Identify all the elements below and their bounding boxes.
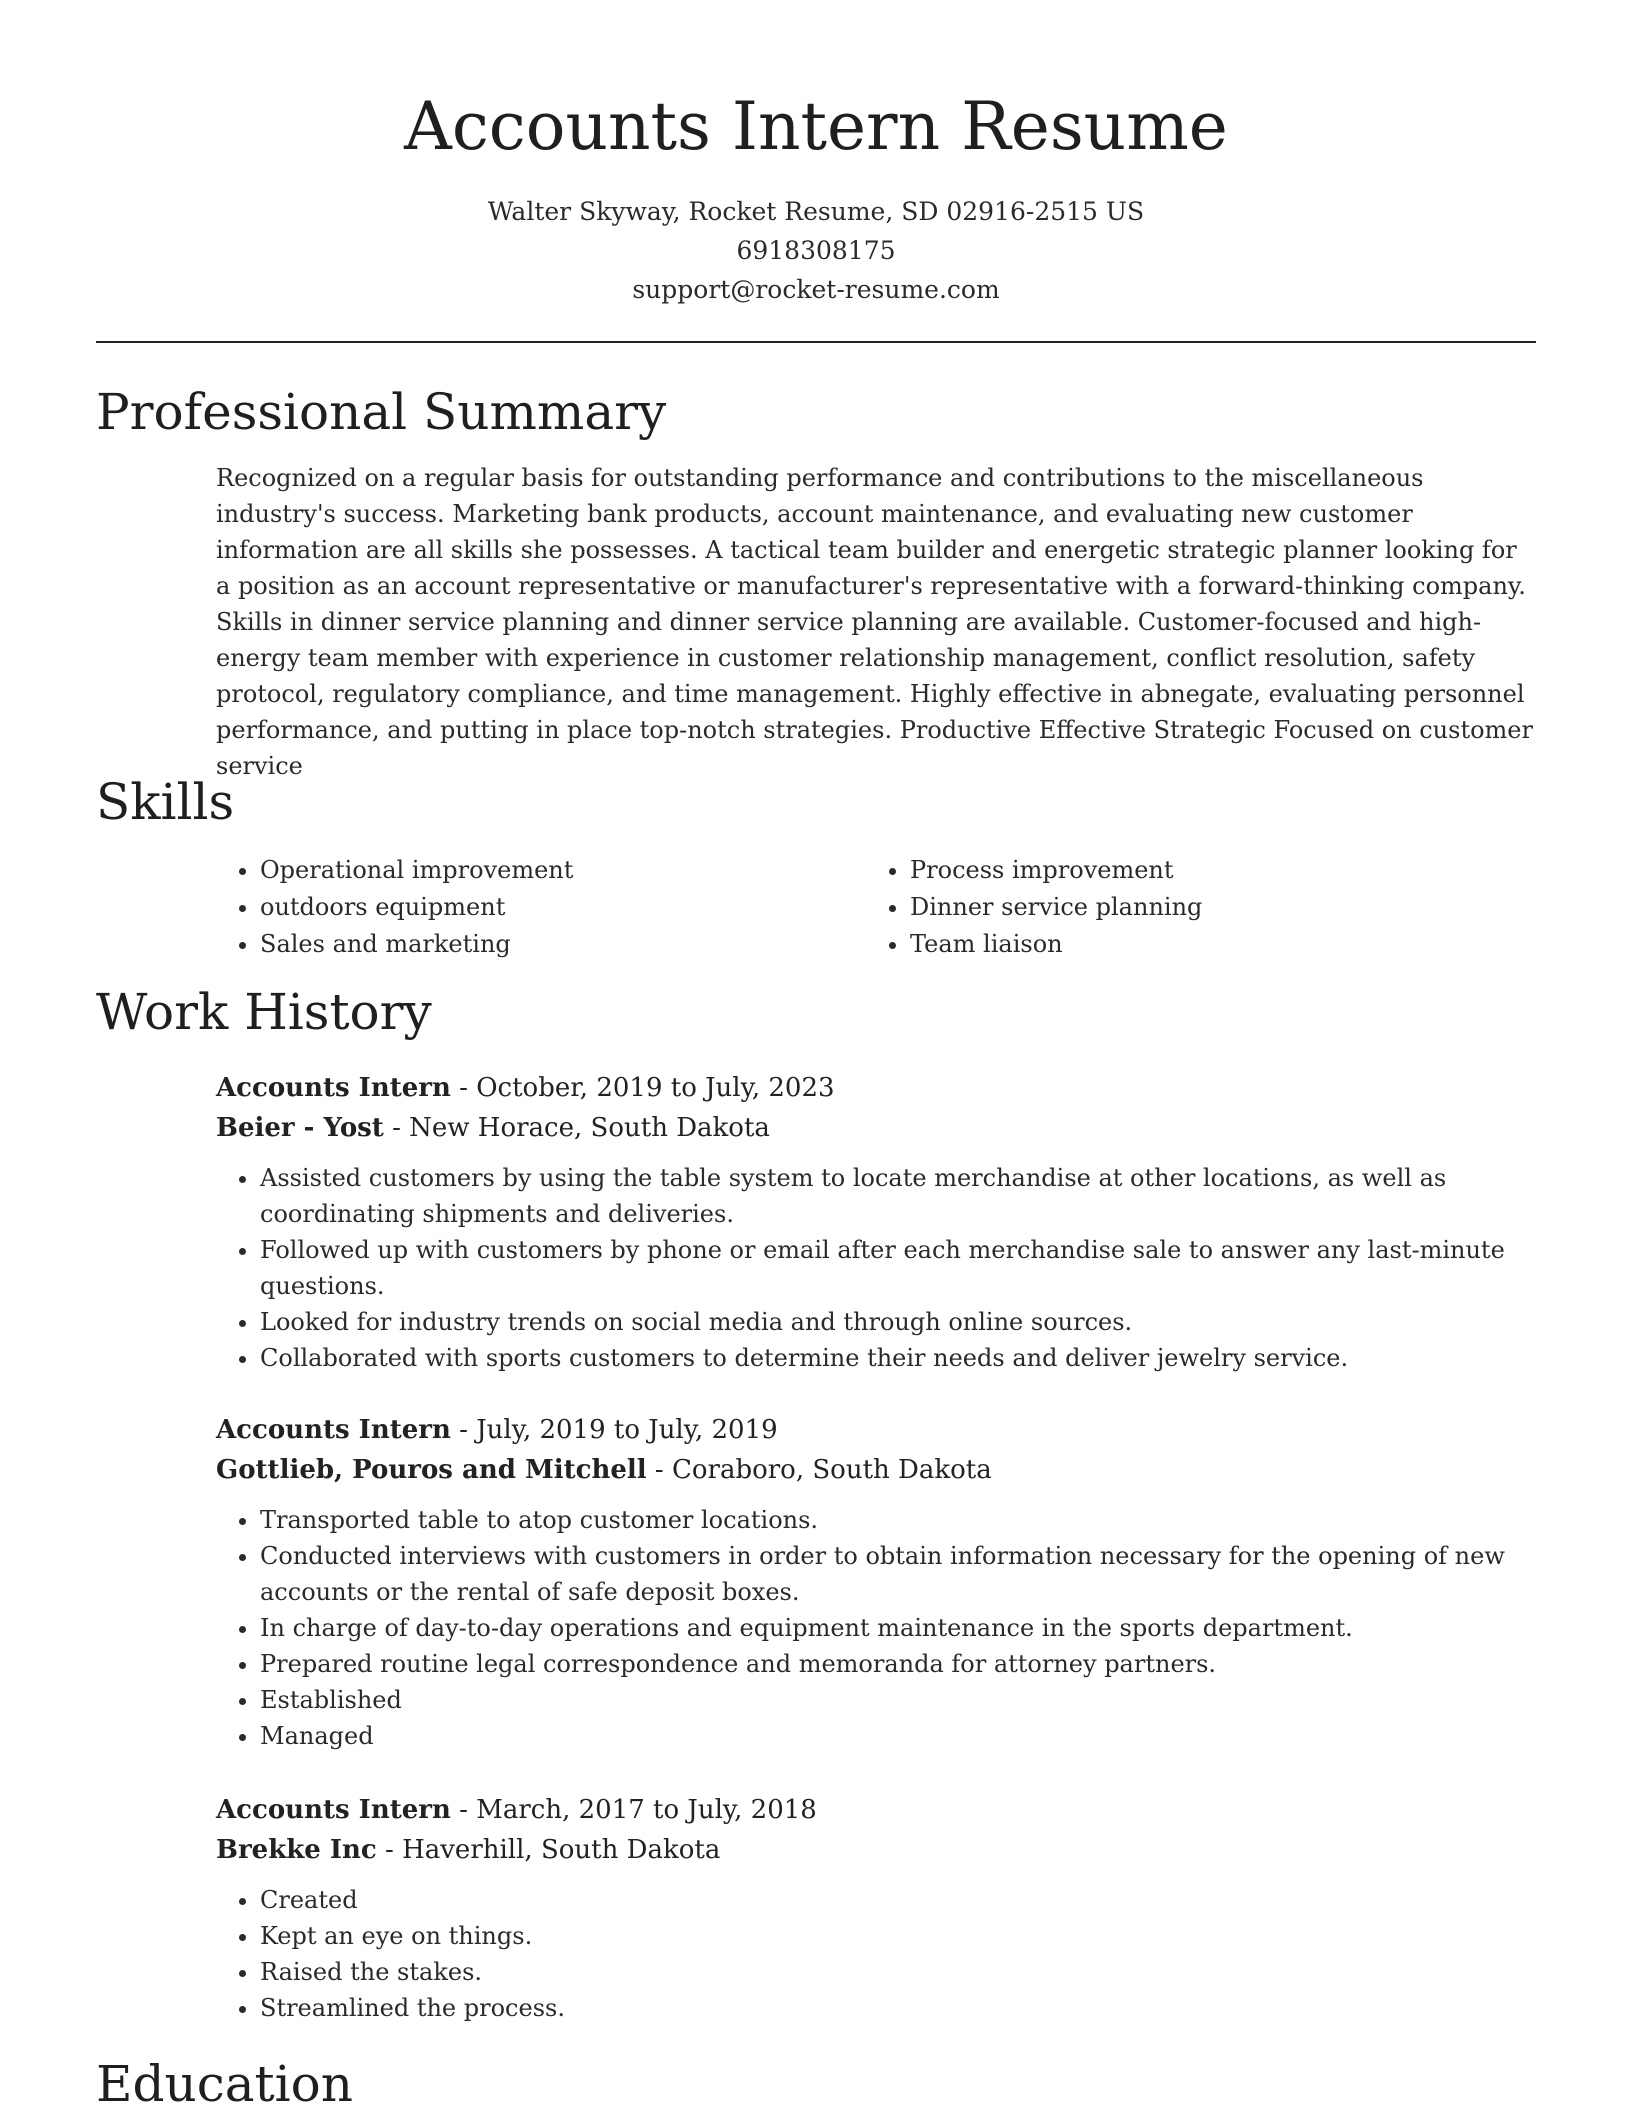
skill-item: • Dinner service planning	[910, 889, 1516, 926]
skill-item: • outdoors equipment	[260, 889, 866, 926]
job-entry	[216, 1790, 1536, 2026]
job-company: Beier - Yost	[216, 1113, 384, 1143]
job-title-line	[216, 1068, 1536, 1108]
job-location: - Coraboro, South Dakota	[646, 1455, 992, 1485]
skill-item: • Operational improvement	[260, 852, 866, 889]
job-location: - Haverhill, South Dakota	[376, 1835, 721, 1865]
job-duties	[216, 1160, 1536, 1376]
contact-phone: 6918308175	[736, 236, 896, 265]
job-company: Gottlieb, Pouros and Mitchell	[216, 1455, 647, 1485]
job-duty: • Conducted interviews with customers in order to obtain information necessary for the opening of new accounts or the rental of safe deposit boxes.	[260, 1538, 1536, 1610]
contact-email: support@rocket-resume.com	[632, 275, 1000, 304]
job-duties	[216, 1502, 1536, 1754]
job-entry	[216, 1410, 1536, 1754]
skills-column-right	[866, 852, 1516, 963]
job-duty: • Looked for industry trends on social media and through online sources.	[260, 1304, 1536, 1340]
job-title: Accounts Intern	[216, 1415, 451, 1445]
skill-item: • Sales and marketing	[260, 926, 866, 963]
skill-item: • Process improvement	[910, 852, 1516, 889]
job-duty: • Established	[260, 1682, 1536, 1718]
job-duty: • Raised the stakes.	[260, 1954, 1536, 1990]
job-duty: • Managed	[260, 1718, 1536, 1754]
job-title: Accounts Intern	[216, 1795, 451, 1825]
job-company: Brekke Inc	[216, 1835, 377, 1865]
job-duty: • Followed up with customers by phone or email after each merchandise sale to answer any last-minute questions.	[260, 1232, 1536, 1304]
skills-heading: Skills	[96, 773, 235, 831]
skills-column-left	[216, 852, 866, 963]
job-company-line	[216, 1108, 1536, 1148]
skill-item: • Team liaison	[910, 926, 1516, 963]
contact-block	[96, 192, 1536, 309]
job-duty: • In charge of day-to-day operations and equipment maintenance in the sports department.	[260, 1610, 1536, 1646]
job-title-line	[216, 1790, 1536, 1830]
job-entry	[216, 1068, 1536, 1376]
education-heading: Education	[96, 2055, 353, 2113]
job-dates: - March, 2017 to July, 2018	[450, 1795, 817, 1825]
job-duty: • Kept an eye on things.	[260, 1918, 1536, 1954]
job-duty: • Created	[260, 1882, 1536, 1918]
job-title-line	[216, 1410, 1536, 1450]
work-history-heading: Work History	[96, 983, 432, 1041]
skills-list	[216, 852, 1536, 963]
contact-address: Walter Skyway, Rocket Resume, SD 02916-2515 US	[487, 197, 1145, 226]
resume-title: Accounts Intern Resume	[404, 88, 1228, 165]
job-duty: • Streamlined the process.	[260, 1990, 1536, 2026]
job-duty: • Assisted customers by using the table system to locate merchandise at other locations, as well as coordinating shipments and deliveries.	[260, 1160, 1536, 1232]
job-company-line	[216, 1450, 1536, 1490]
job-title: Accounts Intern	[216, 1073, 451, 1103]
summary-text: Recognized on a regular basis for outstanding performance and contributions to the miscellaneous industry's success. Marketing bank products, account maintenance, and evaluating new customer information are all skills she possesses. A tactical team builder and energetic strategic planner looking for a position as an account representative or manufacturer's representative with a forward-thinking company. Skills in dinner service planning and dinner service planning are available. Customer-focused and high-energy team member with experience in customer relationship management, conflict resolution, safety protocol, regulatory compliance, and time management. Highly effective in abnegate, evaluating personnel performance, and putting in place top-notch strategies. Productive Effective Strategic Focused on customer service	[216, 464, 1533, 780]
job-duty: • Transported table to atop customer locations.	[260, 1502, 1536, 1538]
job-duty: • Collaborated with sports customers to determine their needs and deliver jewelry service.	[260, 1340, 1536, 1376]
job-duties	[216, 1882, 1536, 2026]
job-location: - New Horace, South Dakota	[383, 1113, 770, 1143]
job-dates: - July, 2019 to July, 2019	[450, 1415, 778, 1445]
summary-heading: Professional Summary	[96, 383, 667, 441]
job-duty: • Prepared routine legal correspondence and memoranda for attorney partners.	[260, 1646, 1536, 1682]
header-divider	[96, 341, 1536, 343]
job-dates: - October, 2019 to July, 2023	[450, 1073, 835, 1103]
job-company-line	[216, 1830, 1536, 1870]
